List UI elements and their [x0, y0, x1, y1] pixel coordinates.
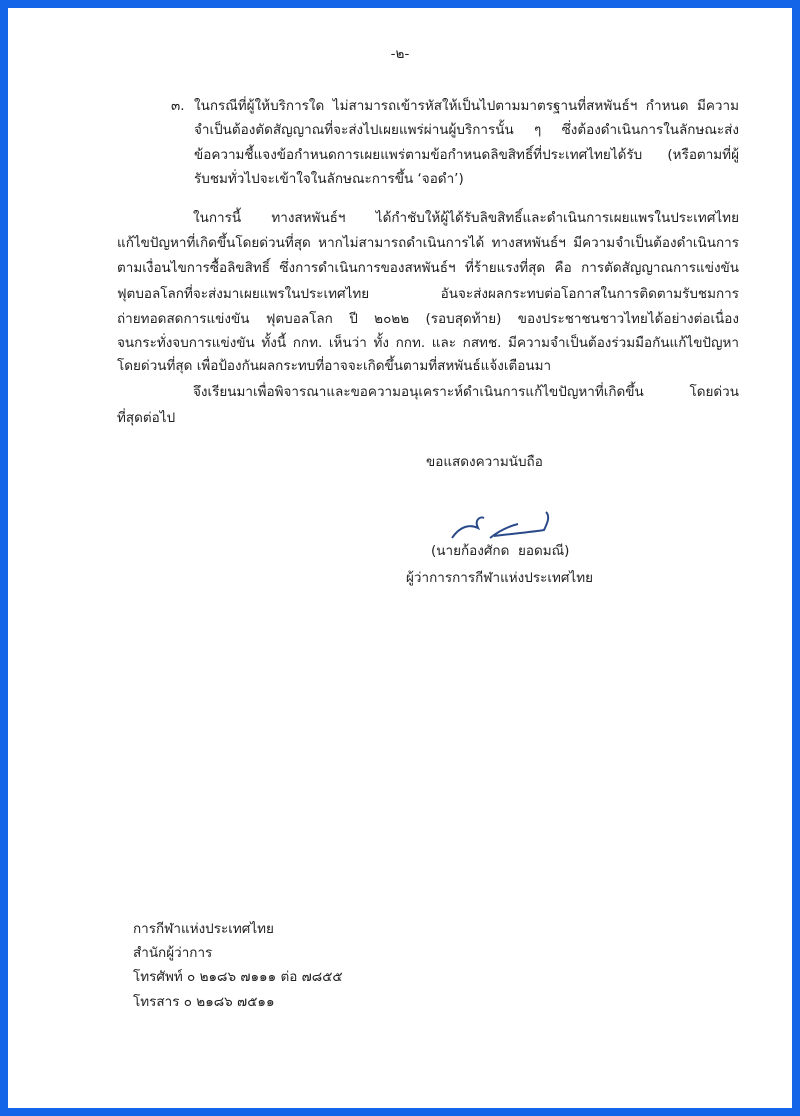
- closing: ขอแสดงความนับถือ: [426, 454, 543, 470]
- para2-line: จนกระทั่งจบการแข่งขัน ทั้งนี้ กกท. เห็นว่า ทั้ง กกท. และ กสทช. มีความจำเป็นต้องร่วมมือกันแก้ไขปัญหา: [117, 335, 739, 351]
- item3-line: ในกรณีที่ผู้ให้บริการใด ไม่สามารถเข้ารหัสให้เป็นไปตามมาตรฐานที่สหพันธ์ฯ กำหนด มีความ: [194, 98, 739, 114]
- item3-line: รับชมทั่วไปจะเข้าใจในลักษณะการขึ้น ‘จอดำ’): [194, 171, 464, 187]
- item3-line: จำเป็นต้องตัดสัญญาณที่จะส่งไปเผยแพร่ผ่านผู้บริการนั้น ๆ ซึ่งต้องดำเนินการในลักษณะส่ง: [194, 122, 739, 138]
- page-number: -๒-: [390, 46, 410, 62]
- para2-line: แก้ไขปัญหาที่เกิดขึ้นโดยด่วนที่สุด หากไม่สามารถดำเนินการได้ ทางสหพันธ์ฯ มีความจำเป็นต้องดำเนินการ: [117, 235, 739, 251]
- signer-title: ผู้ว่าการการกีฬาแห่งประเทศไทย: [406, 570, 594, 586]
- para3-line: ที่สุดต่อไป: [117, 410, 176, 426]
- document-page: [8, 8, 792, 1108]
- para2-line: โดยด่วนที่สุด เพื่อป้องกันผลกระทบที่อาจจะเกิดขึ้นตามที่สหพันธ์แจ้งเตือนมา: [117, 358, 552, 374]
- footer-phone: โทรศัพท์ ๐ ๒๑๘๖ ๗๑๑๑ ต่อ ๗๘๕๕: [133, 969, 343, 985]
- para2-line: ฟุตบอลโลกที่จะส่งมาเผยแพรในประเทศไทย อันจะส่งผลกระทบต่อโอกาสในการติดตามรับชมการ: [117, 286, 739, 302]
- para2-line: ตามเงื่อนไขการซื้อลิขสิทธิ์ ซึ่งการดำเนินการของสหพันธ์ฯ ที่ร้ายแรงที่สุด คือ การตัดสัญญาณการแข่งขัน: [117, 260, 739, 276]
- signature: [448, 508, 558, 544]
- footer-org: การกีฬาแห่งประเทศไทย: [133, 921, 274, 937]
- item3-line: ข้อความชี้แจงข้อกำหนดการเผยแพร่ตามข้อกำหนดลิขสิทธิ์ที่ประเทศไทยได้รับ (หรือตามที่ผู้: [194, 147, 739, 163]
- item-number: ๓.: [171, 98, 185, 114]
- signer-name: (นายก้องศักด ยอดมณี): [431, 543, 570, 559]
- para2-line: ในการนี้ ทางสหพันธ์ฯ ได้กำชับให้ผู้ได้รับลิขสิทธิ์และดำเนินการเผยแพรในประเทศไทย: [193, 210, 739, 226]
- footer-fax: โทรสาร ๐ ๒๑๘๖ ๗๕๑๑: [133, 994, 275, 1010]
- footer-office: สำนักผู้ว่าการ: [133, 945, 213, 961]
- para3-line: จึงเรียนมาเพื่อพิจารณาและขอความอนุเคราะห์ดำเนินการแก้ไขปัญหาที่เกิดขึ้น โดยด่วน: [193, 384, 739, 400]
- para2-line: ถ่ายทอดสดการแข่งขัน ฟุตบอลโลก ปี ๒๐๒๒ (รอบสุดท้าย) ของประชาชนชาวไทยได้อย่างต่อเนื่อง: [117, 311, 739, 327]
